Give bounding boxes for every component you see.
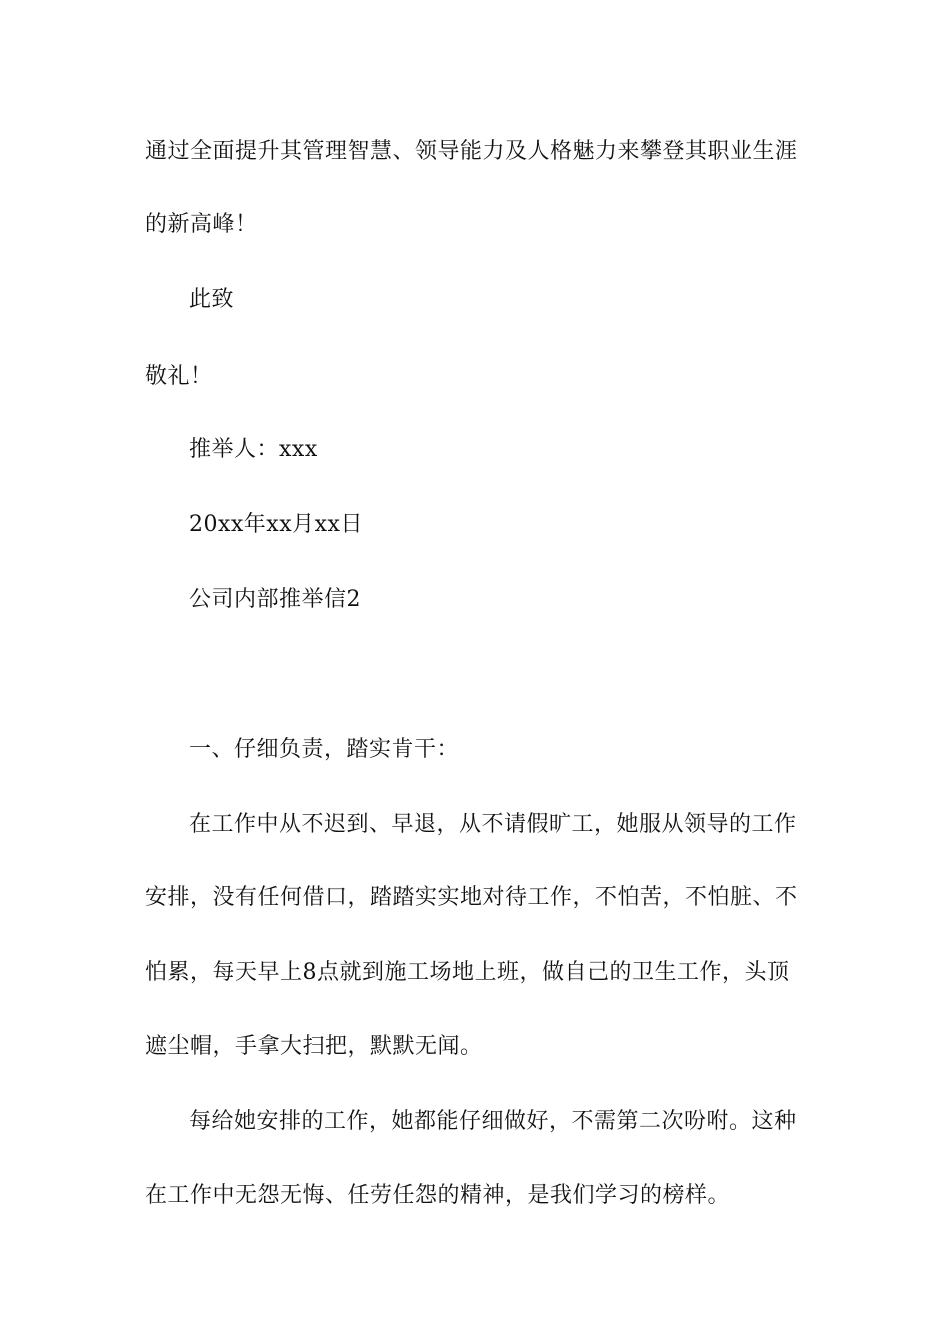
section-title: 公司内部推举信2: [189, 587, 361, 612]
paragraph-line: 通过全面提升其管理智慧、领导能力及人格魅力来攀登其职业生涯: [145, 139, 798, 164]
paragraph-line: 在工作中从不迟到、早退，从不请假旷工，她服从领导的工作: [189, 812, 797, 837]
closing-regards: 敬礼！: [145, 364, 213, 389]
paragraph-line: 安排，没有任何借口，踏踏实实地对待工作，不怕苦，不怕脏、不: [145, 885, 798, 910]
closing-salutation: 此致: [189, 287, 235, 312]
paragraph-line: 遮尘帽，手拿大扫把，默默无闻。: [145, 1034, 483, 1059]
paragraph-line: 的新高峰！: [145, 212, 258, 237]
letter-date: 20xx年xx月xx日: [189, 512, 363, 537]
paragraph-line: 在工作中无怨无悔、任劳任怨的精神，是我们学习的榜样。: [145, 1183, 731, 1208]
paragraph-line: 每给她安排的工作，她都能仔细做好，不需第二次吩咐。这种: [189, 1109, 797, 1134]
recommender-signature: 推举人：xxx: [189, 437, 318, 462]
section-heading: 一、仔细负责，踏实肯干：: [189, 737, 460, 762]
paragraph-line: 怕累，每天早上8点就到施工场地上班，做自己的卫生工作，头顶: [145, 960, 790, 985]
